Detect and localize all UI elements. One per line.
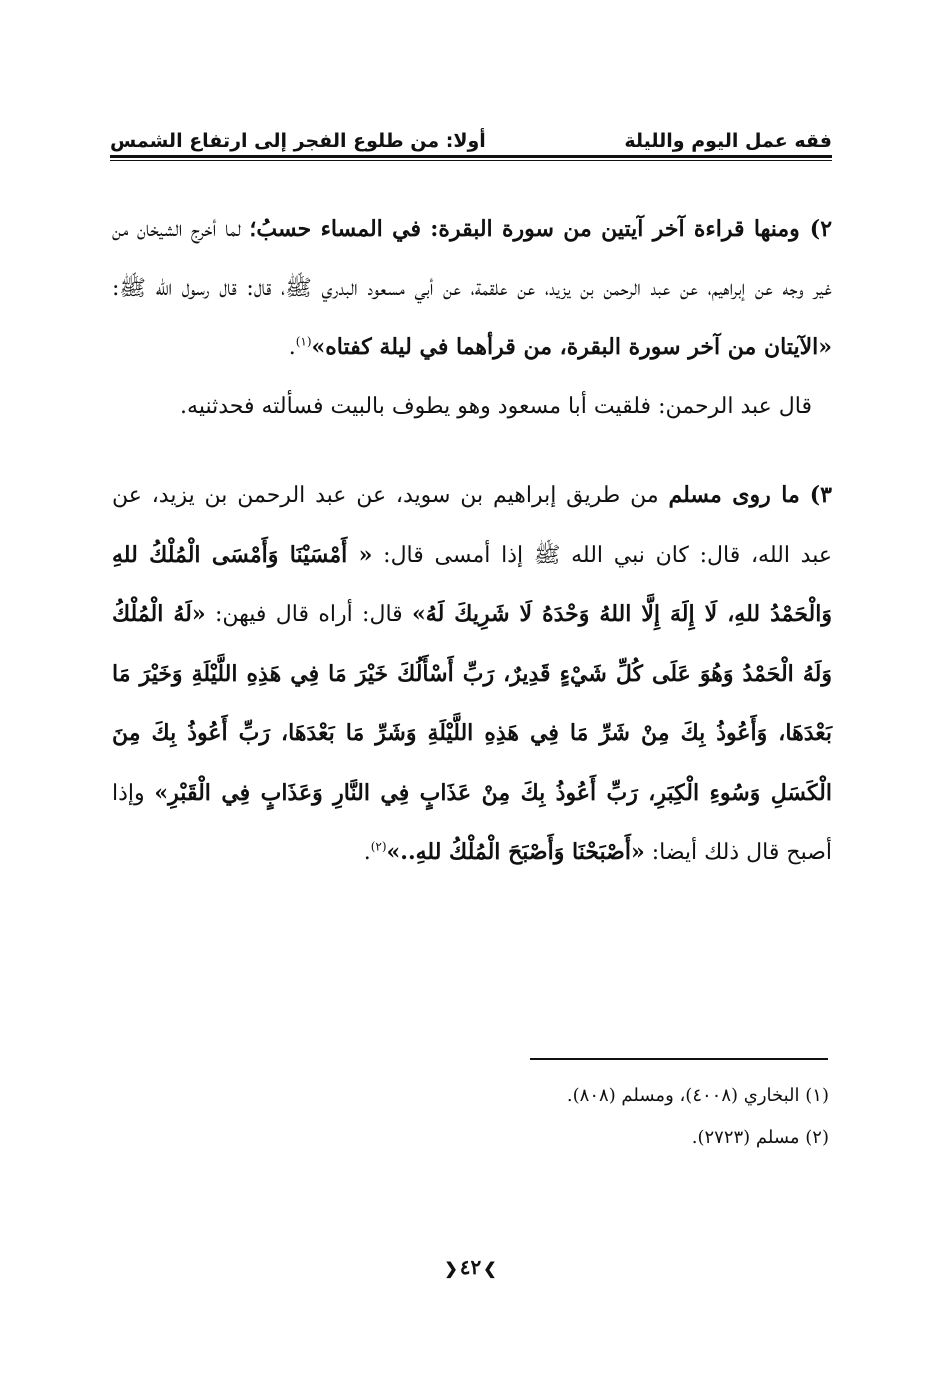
header-rule (110, 155, 832, 158)
footnote: (٢) مسلم (٢٧٢٣). (691, 1127, 829, 1148)
item-tail: . (288, 335, 296, 360)
running-header (110, 128, 832, 154)
item-number: ٢) (809, 216, 833, 242)
list-item (112, 200, 832, 378)
footnote-rule (530, 1058, 828, 1060)
item-number: ٣) (809, 482, 832, 508)
ornament-icon: ❯ (483, 1259, 497, 1278)
item-mid: وإذا أصبح قال ذلك أيضا: (112, 780, 832, 865)
footnote-ref: (٢) (370, 839, 387, 854)
dua-quote: « أَمْسَيْنَا وَأَمْسَى الْمُلْكُ للهِ وَالْحَمْدُ للهِ، لَا إِلَهَ إِلَّا اللهُ وَحْدَهُ لَا شَرِيكَ لَهُ» (112, 541, 832, 627)
item-tail: . (363, 840, 371, 865)
narrator-note: قال عبد الرحمن: فلقيت أبا مسعود وهو يطوف بالبيت فسألته فحدثنيه. (180, 393, 812, 419)
footnotes (329, 1075, 829, 1159)
list-item (112, 466, 832, 883)
item-lead: ما روى مسلم (668, 482, 800, 508)
footnote-ref: (١) (295, 334, 312, 349)
item-body: من طريق إبراهيم بن سويد، عن عبد الرحمن بن يزيد، عن عبد الله، قال: كان نبي الله ﷺ إذا أمسى قال: (112, 483, 832, 568)
item-lead: ومنها قراءة آخر آيتين من سورة البقرة: في المساء حسبُ؛ (249, 216, 800, 242)
page-number-value: ٤٢ (459, 1255, 482, 1279)
footnote: (١) البخاري (٤٠٠٨)، ومسلم (٨٠٨). (566, 1085, 829, 1106)
section-title: أولا: من طلوع الفجر إلى ارتفاع الشمس (110, 130, 486, 152)
item-mid: قال: أراه قال فيهن: (205, 602, 413, 627)
main-text (112, 200, 832, 883)
ornament-icon: ❮ (444, 1259, 458, 1278)
item-body: لما أخرج الشيخان من غير وجه عن إبراهيم، عن عبد الرحمن بن يزيد، عن علقمة، عن أبي مسعود البدري ﷺ، قال: قال رسول الله ﷺ: (112, 217, 832, 301)
book-title: فقه عمل اليوم والليلة (624, 130, 832, 152)
dua-quote: «أَصْبَحْنَا وَأَصْبَحَ الْمُلْكُ للهِ..» (386, 839, 645, 865)
page-number (0, 1252, 941, 1284)
dua-quote: «لَهُ الْمُلْكُ وَلَهُ الْحَمْدُ وَهُوَ عَلَى كُلِّ شَيْءٍ قَدِيرٌ، رَبِّ أَسْأَلُكَ خَيْرَ مَا فِي هَذِهِ اللَّيْلَةِ وَخَيْرَ مَا بَعْدَهَا، وَأَعُوذُ بِكَ مِنْ شَرِّ مَا فِي هَذِهِ اللَّيْلَةِ وَشَرِّ مَا بَعْدَهَا، رَبِّ أَعُوذُ بِكَ مِنَ الْكَسَلِ وَسُوءِ الْكِبَرِ، رَبِّ أَعُوذُ بِكَ مِنْ عَذَابٍ فِي النَّارِ وَعَذَابٍ فِي الْقَبْرِ» (112, 601, 832, 806)
hadith-quote: «الآيتان من آخر سورة البقرة، من قرأهما في ليلة كفتاه» (311, 334, 832, 360)
header-rule-thin (110, 160, 832, 161)
